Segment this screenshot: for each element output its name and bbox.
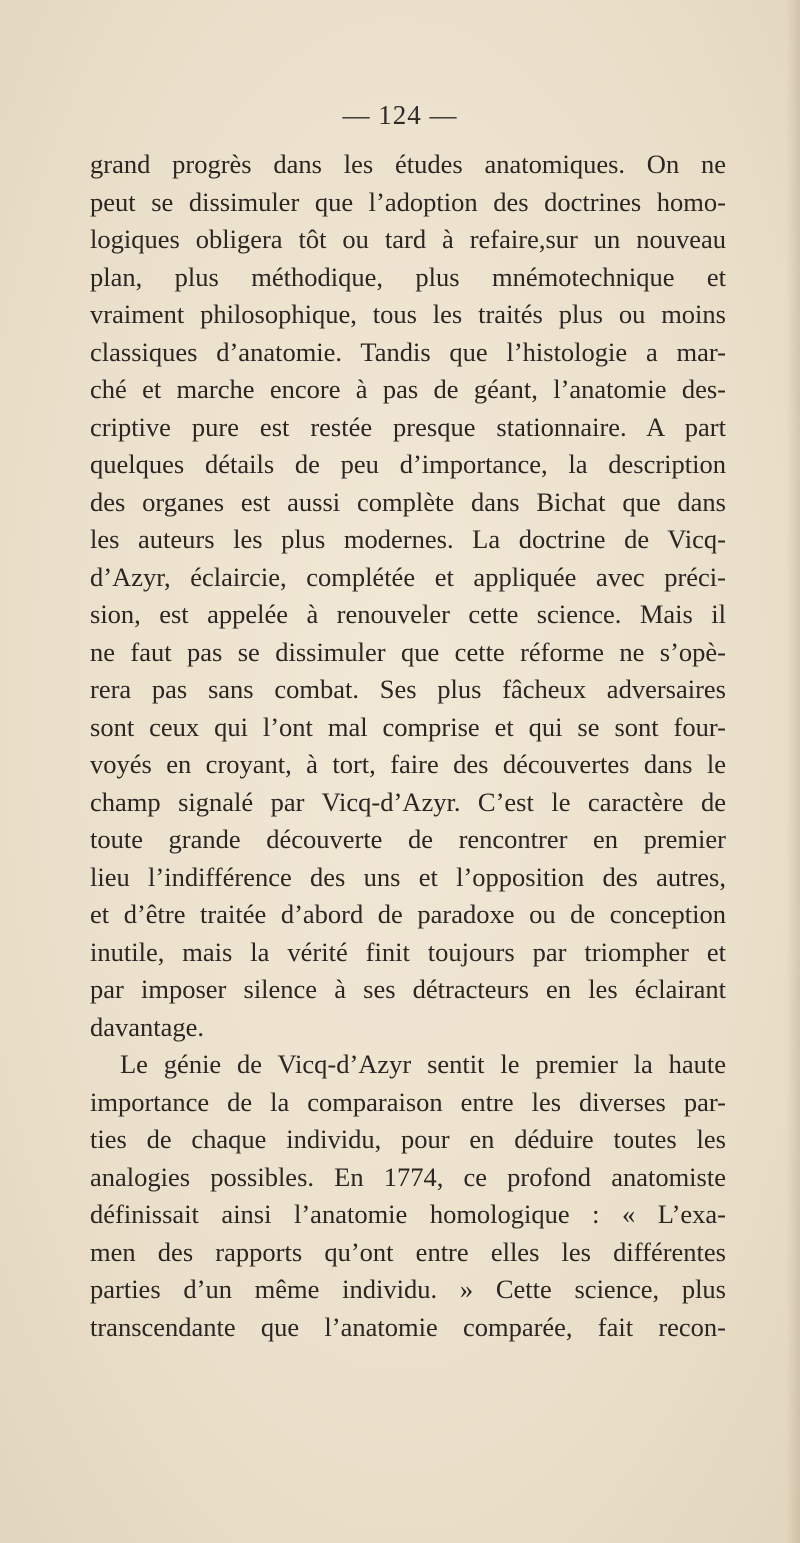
text-line: sont ceux qui l’ont mal comprise et qui se sont four-	[90, 711, 726, 742]
text-line: ties de chaque individu, pour en déduire toutes les	[90, 1124, 726, 1154]
text-line: champ signalé par Vicq-d’Azyr. C’est le caractère de	[90, 786, 726, 817]
text-line: rera pas sans combat. Ses plus fâcheux adversaires	[90, 674, 726, 704]
text-line: Le génie de Vicq-d’Azyr sentit le premier la haute	[120, 1049, 726, 1079]
page-number: — 124 —	[342, 100, 458, 130]
text-line: lieu l’indifférence des uns et l’opposition des autres,	[90, 861, 726, 892]
text-line: davantage.	[90, 1011, 205, 1042]
text-line: logiques obligera tôt ou tard à refaire,sur un nouveau	[90, 224, 726, 254]
text-line: men des rapports qu’ont entre elles les différentes	[90, 1236, 726, 1267]
body-text	[90, 146, 726, 1346]
text-line: sion, est appelée à renouveler cette science. Mais il	[90, 599, 726, 629]
text-line: voyés en croyant, à tort, faire des découvertes dans le	[90, 749, 726, 779]
paragraph-1	[90, 146, 726, 1046]
text-line: et d’être traitée d’abord de paradoxe ou de conception	[90, 899, 726, 929]
text-line: quelques détails de peu d’importance, la description	[90, 449, 726, 479]
text-line: des organes est aussi complète dans Bichat que dans	[90, 486, 726, 517]
text-line: grand progrès dans les études anatomiques. On ne	[90, 149, 726, 179]
text-line: ne faut pas se dissimuler que cette réforme ne s’opè-	[90, 636, 726, 667]
text-line: plan, plus méthodique, plus mnémotechnique et	[90, 261, 726, 292]
text-line: criptive pure est restée presque stationnaire. A part	[90, 411, 726, 442]
text-line: classiques d’anatomie. Tandis que l’histologie a mar-	[90, 336, 726, 367]
text-line: importance de la comparaison entre les diverses par-	[90, 1086, 726, 1117]
text-line: vraiment philosophique, tous les traités plus ou moins	[90, 299, 726, 329]
text-line: parties d’un même individu. » Cette science, plus	[90, 1274, 726, 1304]
text-line: inutile, mais la vérité finit toujours par triompher et	[90, 936, 726, 967]
text-line: transcendante que l’anatomie comparée, fait recon-	[90, 1311, 726, 1342]
text-line: par imposer silence à ses détracteurs en les éclairant	[90, 974, 726, 1004]
text-line: peut se dissimuler que l’adoption des doctrines homo-	[90, 186, 726, 217]
page-edge-shadow	[786, 0, 800, 1543]
text-line: analogies possibles. En 1774, ce profond anatomiste	[90, 1161, 726, 1192]
paragraph-2	[90, 1046, 726, 1346]
text-line: les auteurs les plus modernes. La doctrine de Vicq-	[90, 524, 726, 554]
text-line: ché et marche encore à pas de géant, l’anatomie des-	[90, 374, 726, 404]
text-line: d’Azyr, éclaircie, complétée et appliquée avec préci-	[90, 561, 726, 592]
text-line: définissait ainsi l’anatomie homologique : « L’exa-	[90, 1199, 726, 1229]
text-line: toute grande découverte de rencontrer en premier	[90, 824, 726, 854]
